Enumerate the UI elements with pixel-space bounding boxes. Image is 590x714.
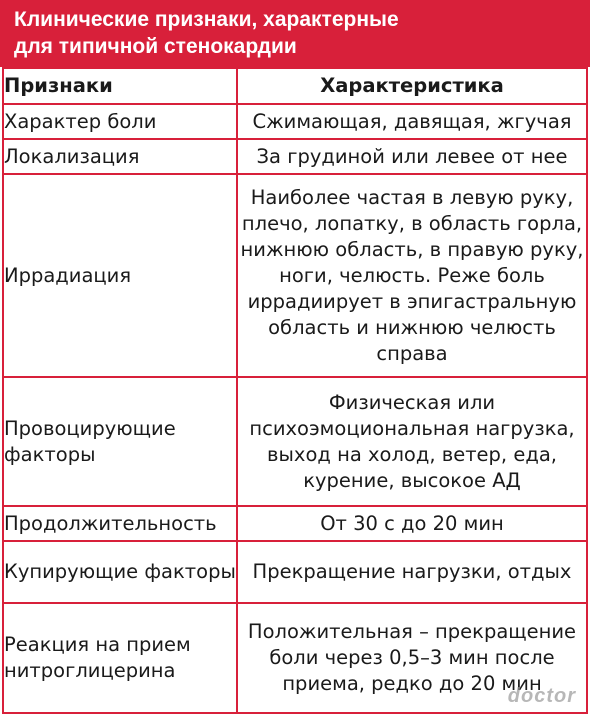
row-description: Наиболее частая в левую руку, плечо, лопатку, в область горла, нижнюю область, в правую руку, ноги, челюсть. Реже боль иррадиирует в эпигастральную область и нижнюю челюсть справа [237,174,587,377]
table-row [3,174,587,377]
row-sign: Купирующие факторы [3,541,237,603]
row-sign: Локализация [3,139,237,174]
table-row [3,139,587,174]
row-sign: Продолжительность [3,506,237,541]
table-row [3,377,587,506]
row-sign: Характер боли [3,104,237,139]
row-description: Положительная – прекращение боли через 0,5–3 мин после приема, редко до 20 мин [237,603,587,713]
symptoms-table [2,67,588,714]
row-description: Сжимающая, давящая, жгучая [237,104,587,139]
row-description: Прекращение нагрузки, отдых [237,541,587,603]
row-description: От 30 с до 20 мин [237,506,587,541]
row-sign: Иррадиация [3,174,237,377]
table-row [3,603,587,713]
title-line-1: Клинические признаки, характерные [14,8,399,31]
header-signs: Признаки [3,68,237,104]
title-banner [0,0,590,67]
table-title [14,6,584,60]
row-sign: Провоцирующие факторы [3,377,237,506]
watermark-logo: doctor [507,685,576,707]
table-header-row [3,68,587,104]
table-row [3,506,587,541]
row-sign: Реакция на прием нитроглицерина [3,603,237,713]
table-row [3,541,587,603]
row-description: Физическая или психоэмоциональная нагрузка, выход на холод, ветер, еда, курение, высокое АД [237,377,587,506]
header-characteristics: Характеристика [237,68,587,104]
title-line-2: для типичной стенокардии [14,35,297,58]
table-row [3,104,587,139]
row-description: За грудиной или левее от нее [237,139,587,174]
